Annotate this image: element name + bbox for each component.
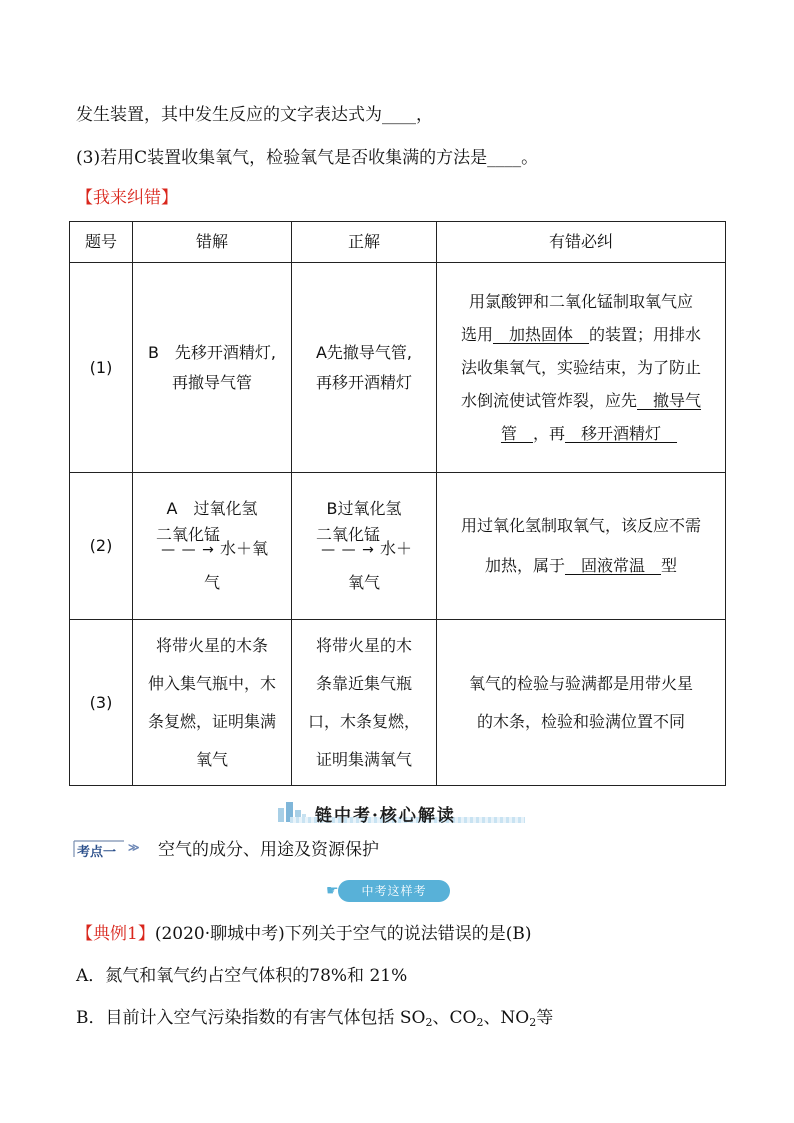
row3-wrong: [133, 620, 292, 786]
hand-icon: ☛: [326, 883, 340, 899]
row3-right: [292, 620, 437, 786]
row3-fix-l1: 氧气的检验与验满都是用带火星: [468, 673, 693, 693]
row1-right: [292, 263, 437, 473]
reaction-arrow: 二氧化锰 — — →: [155, 525, 220, 558]
row2-wrong: [133, 473, 292, 620]
kaodian-title: 空气的成分、用途及资源保护: [158, 840, 379, 860]
row1-fix-l4: 水倒流使试管炸裂，应先 撤导气: [460, 391, 702, 410]
double-chevron-icon: ≫: [128, 841, 140, 854]
row2-right-l3: 氧气: [347, 573, 380, 592]
row3-num: (3): [70, 620, 133, 786]
row2-wrong-l2: 二氧化锰 — — → 水＋氧: [155, 525, 269, 558]
error-correction-table: [69, 221, 726, 786]
row1-num: (1): [70, 263, 133, 473]
row2-fix: [437, 473, 726, 620]
row2-right: [292, 473, 437, 620]
header-num: 题号: [70, 222, 133, 263]
table-header-row: [70, 222, 726, 263]
row1-fix-l2: 选用 加热固体 的装置；用排水: [460, 325, 702, 344]
row3-wrong-l4: 氧气: [195, 749, 228, 769]
example-tag: 【典例1】: [76, 924, 155, 944]
row2-right-l2: 二氧化锰 — — → 水＋: [315, 525, 413, 558]
row3-fix-l2: 的木条，检验和验满位置不同: [476, 711, 685, 731]
row3-right-l1: 将带火星的木: [315, 635, 412, 655]
row1-fix: [437, 263, 726, 473]
row2-fix-l2: 加热，属于 固液常温 型: [484, 556, 678, 575]
row3-wrong-l2: 伸入集气瓶中，木: [147, 673, 276, 693]
option-b: B．目前计入空气污染指数的有害气体包括 $SO_2$、$CO_2$、$NO_2$等: [76, 1008, 554, 1029]
row2-wrong-l3: 气: [203, 573, 220, 592]
row1-wrong-l1: B 先移开酒精灯,: [147, 342, 277, 362]
row2-num: (2): [70, 473, 133, 620]
intro-line-2: (3)若用C装置收集氧气，检验氧气是否收集满的方法是____。: [76, 148, 539, 168]
row2-wrong-l1: A 过氧化氢: [166, 499, 258, 518]
example-question: (2020·聊城中考)下列关于空气的说法错误的是(B): [154, 924, 532, 944]
row1-right-l2: 再移开酒精灯: [315, 372, 412, 392]
row1-right-l1: A先撤导气管,: [315, 342, 413, 362]
exam-pill: [326, 880, 450, 902]
table-row: [70, 473, 726, 620]
reaction-arrow: 二氧化锰 — — →: [315, 525, 380, 558]
row1-fix-l3: 法收集氧气，实验结束，为了防止: [460, 358, 701, 377]
banner-title: 链中考·核心解读: [315, 806, 456, 826]
row1-fix-l5: 管 ，再 移开酒精灯: [500, 424, 678, 443]
row3-fix: [437, 620, 726, 786]
option-a: A．氮气和氧气约占空气体积的78%和 21%: [76, 966, 408, 986]
row3-right-l3: 口，木条复燃，: [307, 711, 420, 731]
row3-wrong-l3: 条复燃，证明集满: [147, 711, 276, 731]
table-row: [70, 263, 726, 473]
row3-right-l2: 条靠近集气瓶: [315, 673, 412, 693]
row1-wrong-l2: 再撤导气管: [171, 372, 252, 392]
row2-right-l1: B过氧化氢: [326, 499, 402, 518]
header-fix: 有错必纠: [437, 222, 726, 263]
kaodian-tag: [72, 839, 142, 859]
row1-fix-l1: 用氯酸钾和二氧化锰制取氧气应: [468, 292, 693, 311]
row3-wrong-l1: 将带火星的木条: [155, 635, 268, 655]
row2-fix-l1: 用过氧化氢制取氧气，该反应不需: [460, 516, 701, 535]
header-right: 正解: [292, 222, 437, 263]
section-title: 【我来纠错】: [76, 188, 178, 208]
table-row: [70, 620, 726, 786]
example-stem: [76, 926, 532, 943]
intro-line-1: 发生装置，其中发生反应的文字表达式为____，: [76, 105, 433, 125]
exam-pill-label: 中考这样考: [361, 884, 427, 898]
chapter-banner: [270, 797, 530, 825]
row1-wrong: [133, 263, 292, 473]
row3-right-l4: 证明集满氧气: [315, 749, 412, 769]
header-wrong: 错解: [133, 222, 292, 263]
kaodian-tag-text: 考点一: [77, 845, 117, 860]
